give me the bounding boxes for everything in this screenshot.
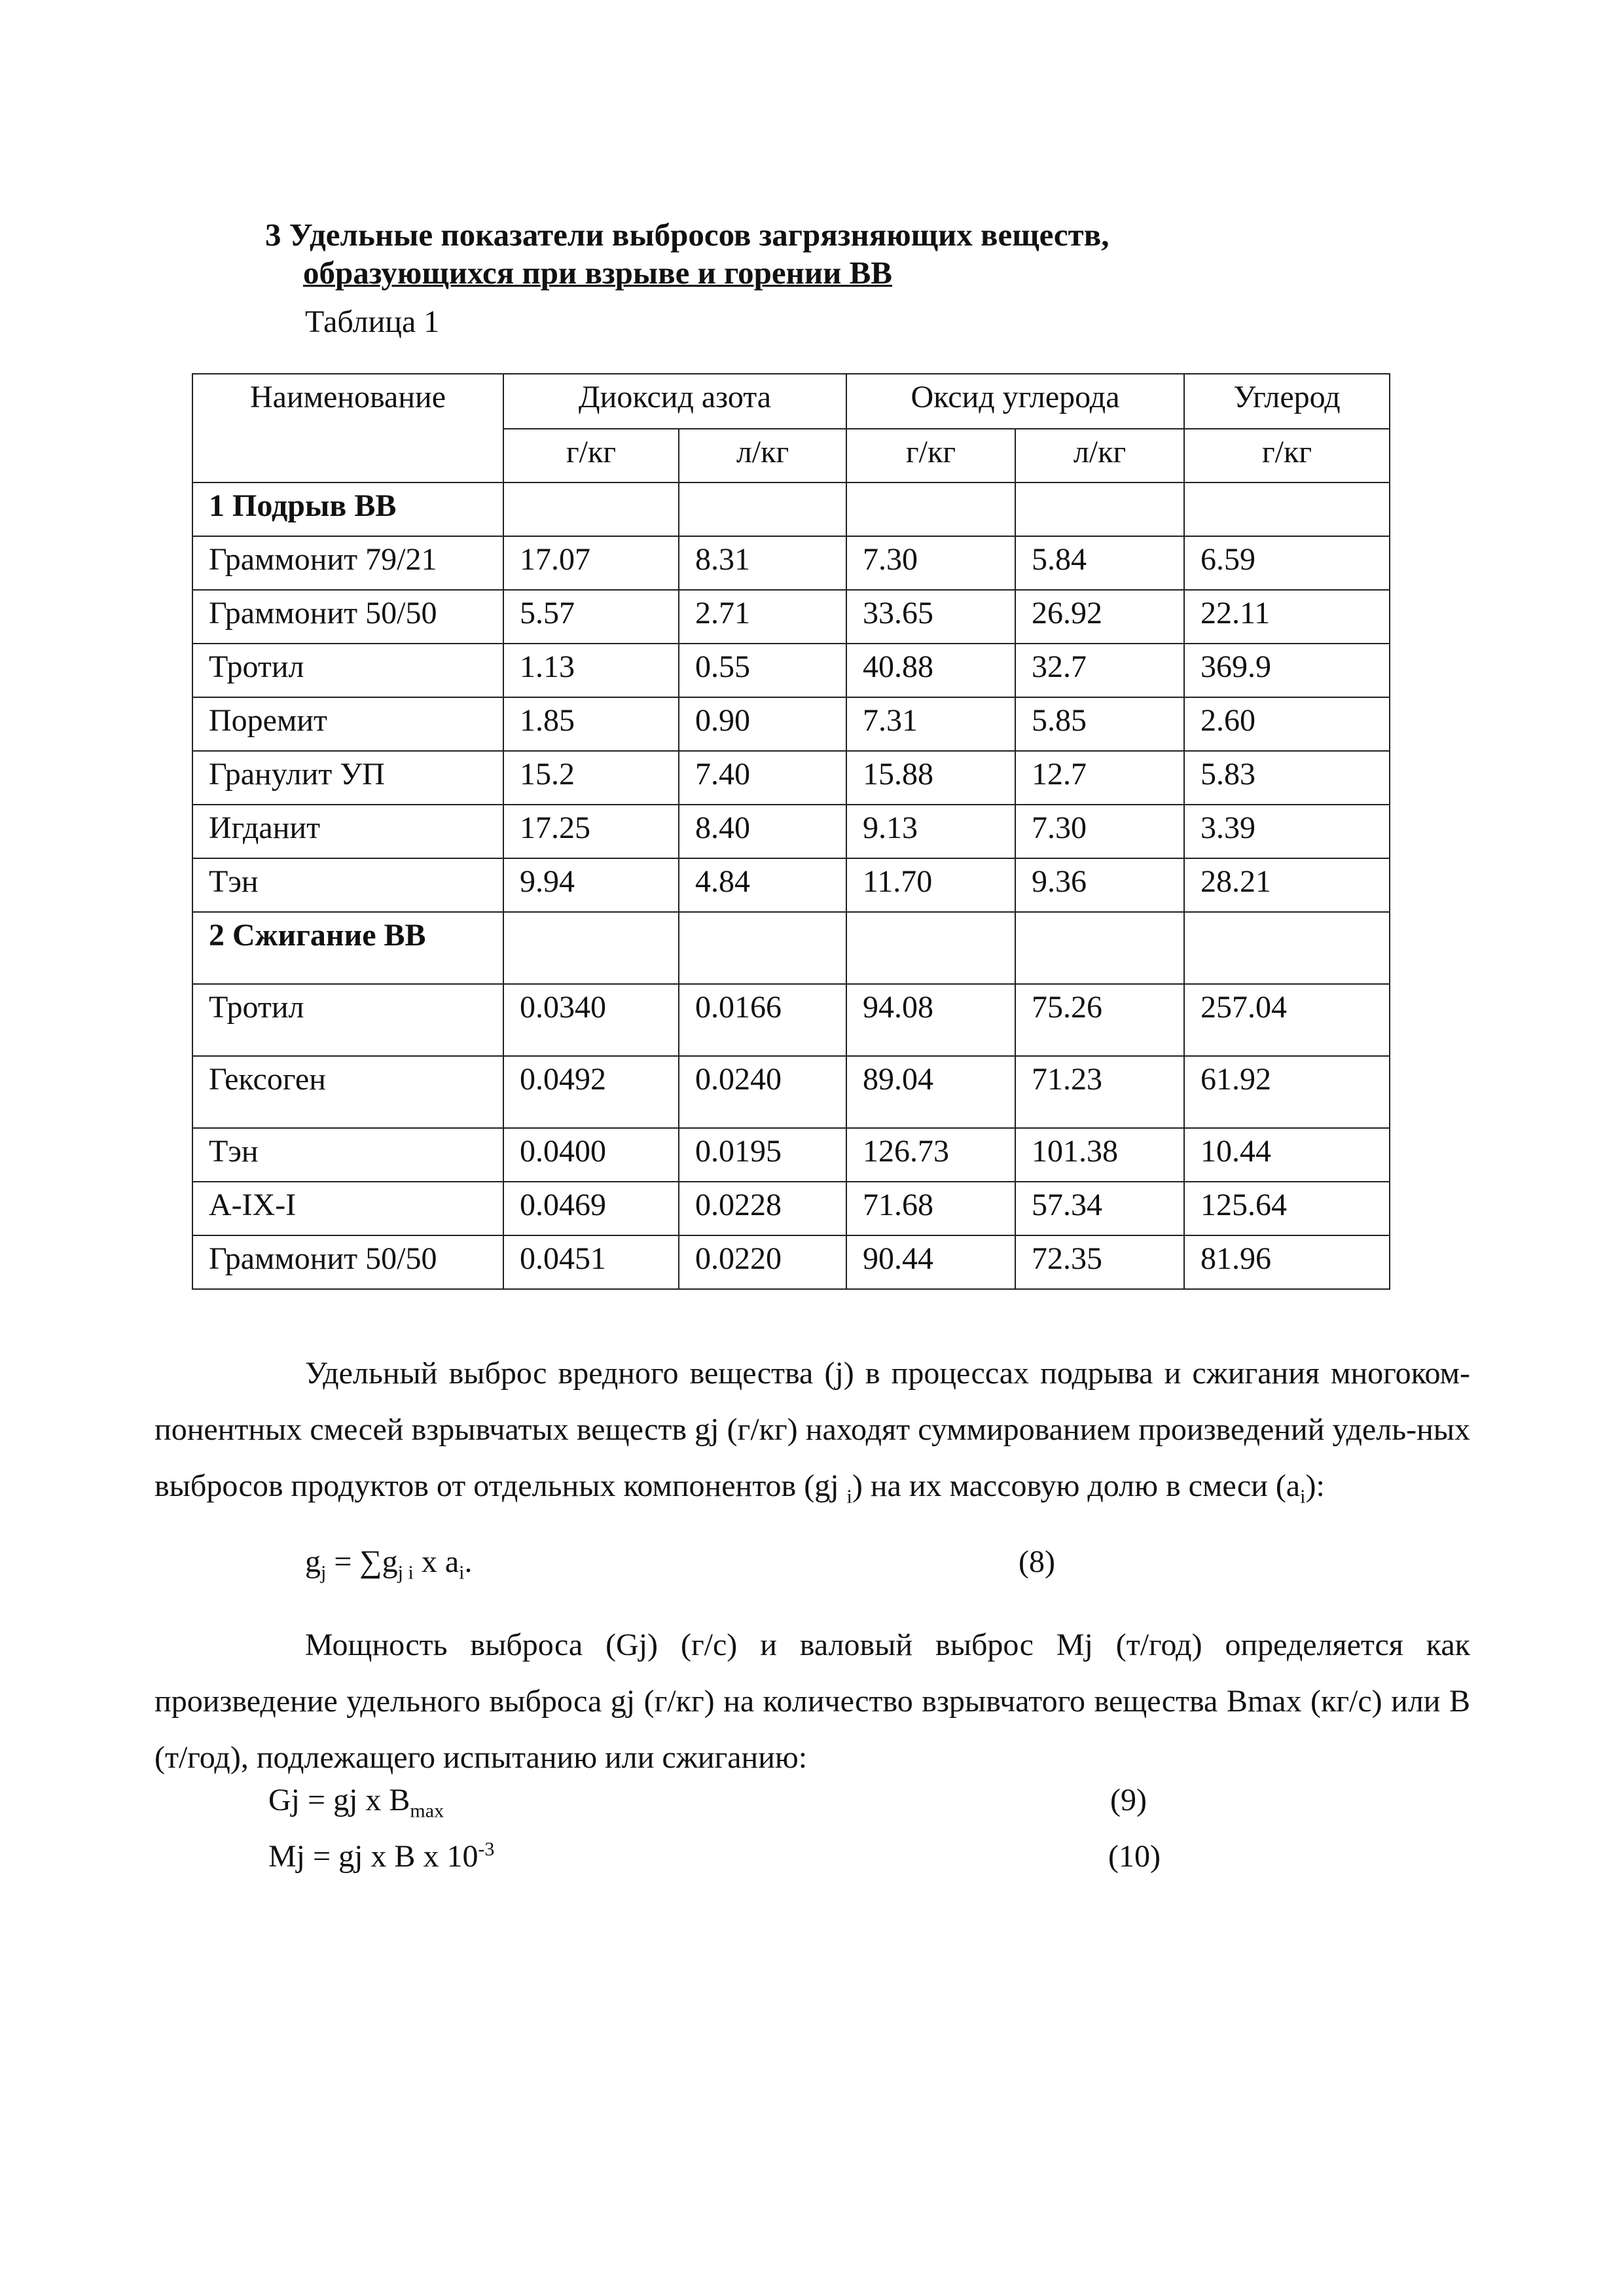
heading-line-2: образующихся при взрыве и горении ВВ	[303, 255, 892, 291]
equation-9-number: (9)	[1110, 1783, 1147, 1817]
value-cell: 2.71	[679, 590, 846, 644]
value-cell: 28.21	[1184, 858, 1390, 912]
empty-cell	[1015, 483, 1184, 536]
value-cell: 7.40	[679, 751, 846, 805]
p1-sub: i	[846, 1485, 852, 1508]
eq8-lhs: g	[305, 1544, 321, 1579]
header-carbon: Углерод	[1184, 374, 1390, 429]
value-cell: 7.30	[846, 536, 1015, 590]
table-row	[192, 1182, 1390, 1235]
value-cell: 9.36	[1015, 858, 1184, 912]
substance-name-cell: Тэн	[192, 858, 503, 912]
value-cell: 0.55	[679, 644, 846, 697]
unit-cell: л/кг	[679, 429, 846, 483]
table-row	[192, 590, 1390, 644]
unit-cell: л/кг	[1015, 429, 1184, 483]
table-row	[192, 644, 1390, 697]
value-cell: 89.04	[846, 1056, 1015, 1128]
value-cell: 12.7	[1015, 751, 1184, 805]
value-cell: 3.39	[1184, 805, 1390, 858]
value-cell: 10.44	[1184, 1128, 1390, 1182]
value-cell: 0.0166	[679, 984, 846, 1056]
value-cell: 5.84	[1015, 536, 1184, 590]
section-row	[192, 483, 1390, 536]
equation-8	[305, 1544, 472, 1584]
value-cell: 9.13	[846, 805, 1015, 858]
value-cell: 101.38	[1015, 1128, 1184, 1182]
value-cell: 32.7	[1015, 644, 1184, 697]
value-cell: 0.0451	[503, 1235, 679, 1289]
value-cell: 61.92	[1184, 1056, 1390, 1128]
value-cell: 5.57	[503, 590, 679, 644]
eq8-rhs: x a	[413, 1544, 460, 1579]
p1-text: Удельный выброс вредного вещества (j) в процессах подрыва и сжигания многоком-понентных смесей взрывчатых веществ gj (г/кг) находят суммированием произведений удель-ных выбросов продуктов от отдельных компонентов (gj	[154, 1356, 1470, 1503]
equation-8-number: (8)	[1019, 1544, 1055, 1579]
value-cell: 8.31	[679, 536, 846, 590]
value-cell: 7.30	[1015, 805, 1184, 858]
table-row	[192, 1056, 1390, 1128]
unit-cell: г/кг	[503, 429, 679, 483]
table-row	[192, 697, 1390, 751]
value-cell: 1.13	[503, 644, 679, 697]
substance-name-cell: А-IX-I	[192, 1182, 503, 1235]
p2-text: Мощность выброса (Gj) (г/с) и валовый выброс Mj (т/год) определяется как произведение удельного выброса gj (г/кг) на количество взрывчатого вещества Bmax (кг/с) или B (т/год), подлежащего испытанию или сжиганию:	[154, 1628, 1470, 1775]
value-cell: 0.0492	[503, 1056, 679, 1128]
substance-name-cell: Тротил	[192, 644, 503, 697]
p1-end: ) на их массовую долю в смеси (a	[852, 1468, 1301, 1503]
eq10-text: Mj = gj x B x 10	[268, 1839, 478, 1874]
value-cell: 71.68	[846, 1182, 1015, 1235]
substance-name-cell: Тэн	[192, 1128, 503, 1182]
eq9-text: Gj = gj x B	[268, 1783, 410, 1817]
value-cell: 5.83	[1184, 751, 1390, 805]
value-cell: 57.34	[1015, 1182, 1184, 1235]
empty-cell	[846, 912, 1015, 984]
value-cell: 0.0228	[679, 1182, 846, 1235]
value-cell: 9.94	[503, 858, 679, 912]
table-row	[192, 858, 1390, 912]
substance-name-cell: Гранулит УП	[192, 751, 503, 805]
unit-cell: г/кг	[1184, 429, 1390, 483]
value-cell: 40.88	[846, 644, 1015, 697]
table-row	[192, 984, 1390, 1056]
empty-cell	[1015, 912, 1184, 984]
empty-cell	[1184, 483, 1390, 536]
value-cell: 94.08	[846, 984, 1015, 1056]
value-cell: 15.88	[846, 751, 1015, 805]
substance-name-cell: Гексоген	[192, 1056, 503, 1128]
eq8-mid: = ∑g	[326, 1544, 398, 1579]
table-row	[192, 536, 1390, 590]
eq8-lhs-sub: j	[321, 1561, 327, 1584]
header-no2: Диоксид азота	[503, 374, 846, 429]
value-cell: 8.40	[679, 805, 846, 858]
section-heading	[265, 216, 1109, 292]
value-cell: 5.85	[1015, 697, 1184, 751]
value-cell: 125.64	[1184, 1182, 1390, 1235]
p1-tail: ):	[1305, 1468, 1325, 1503]
value-cell: 0.0220	[679, 1235, 846, 1289]
section-label: 2 Сжигание ВВ	[192, 912, 503, 984]
substance-name-cell: Игданит	[192, 805, 503, 858]
section-label: 1 Подрыв ВВ	[192, 483, 503, 536]
substance-name-cell: Граммонит 79/21	[192, 536, 503, 590]
substance-name-cell: Граммонит 50/50	[192, 590, 503, 644]
value-cell: 257.04	[1184, 984, 1390, 1056]
value-cell: 90.44	[846, 1235, 1015, 1289]
value-cell: 1.85	[503, 697, 679, 751]
value-cell: 81.96	[1184, 1235, 1390, 1289]
value-cell: 33.65	[846, 590, 1015, 644]
value-cell: 0.0400	[503, 1128, 679, 1182]
value-cell: 126.73	[846, 1128, 1015, 1182]
empty-cell	[1184, 912, 1390, 984]
paragraph-1	[154, 1345, 1470, 1525]
value-cell: 0.0195	[679, 1128, 846, 1182]
value-cell: 4.84	[679, 858, 846, 912]
table-header-row	[192, 374, 1390, 429]
substance-name-cell: Поремит	[192, 697, 503, 751]
value-cell: 11.70	[846, 858, 1015, 912]
empty-cell	[503, 912, 679, 984]
paragraph-2	[154, 1617, 1470, 1786]
value-cell: 72.35	[1015, 1235, 1184, 1289]
table-row	[192, 751, 1390, 805]
value-cell: 71.23	[1015, 1056, 1184, 1128]
table-row	[192, 1235, 1390, 1289]
value-cell: 0.90	[679, 697, 846, 751]
empty-cell	[846, 483, 1015, 536]
eq9-sub: max	[410, 1800, 444, 1822]
equation-10	[268, 1838, 494, 1874]
equation-9	[268, 1782, 444, 1823]
table-caption: Таблица 1	[305, 304, 440, 339]
empty-cell	[679, 912, 846, 984]
header-co: Оксид углерода	[846, 374, 1184, 429]
value-cell: 7.31	[846, 697, 1015, 751]
unit-cell: г/кг	[846, 429, 1015, 483]
table-row	[192, 1128, 1390, 1182]
value-cell: 0.0469	[503, 1182, 679, 1235]
substance-name-cell: Граммонит 50/50	[192, 1235, 503, 1289]
section-row	[192, 912, 1390, 984]
value-cell: 15.2	[503, 751, 679, 805]
empty-cell	[679, 483, 846, 536]
header-name: Наименование	[192, 374, 503, 483]
value-cell: 0.0340	[503, 984, 679, 1056]
value-cell: 2.60	[1184, 697, 1390, 751]
value-cell: 0.0240	[679, 1056, 846, 1128]
table-row	[192, 805, 1390, 858]
value-cell: 6.59	[1184, 536, 1390, 590]
value-cell: 75.26	[1015, 984, 1184, 1056]
eq10-sup: -3	[478, 1838, 495, 1860]
value-cell: 26.92	[1015, 590, 1184, 644]
emissions-table	[192, 373, 1390, 1290]
heading-line-1: 3 Удельные показатели выбросов загрязняющих веществ,	[265, 217, 1110, 253]
value-cell: 17.25	[503, 805, 679, 858]
empty-cell	[503, 483, 679, 536]
substance-name-cell: Тротил	[192, 984, 503, 1056]
eq8-rhs-sub: i	[459, 1561, 465, 1584]
p1-sub2: i	[1300, 1485, 1306, 1508]
eq8-end: .	[464, 1544, 473, 1579]
value-cell: 17.07	[503, 536, 679, 590]
equation-10-number: (10)	[1108, 1839, 1161, 1874]
value-cell: 22.11	[1184, 590, 1390, 644]
eq8-mid-sub: j i	[397, 1561, 414, 1584]
value-cell: 369.9	[1184, 644, 1390, 697]
